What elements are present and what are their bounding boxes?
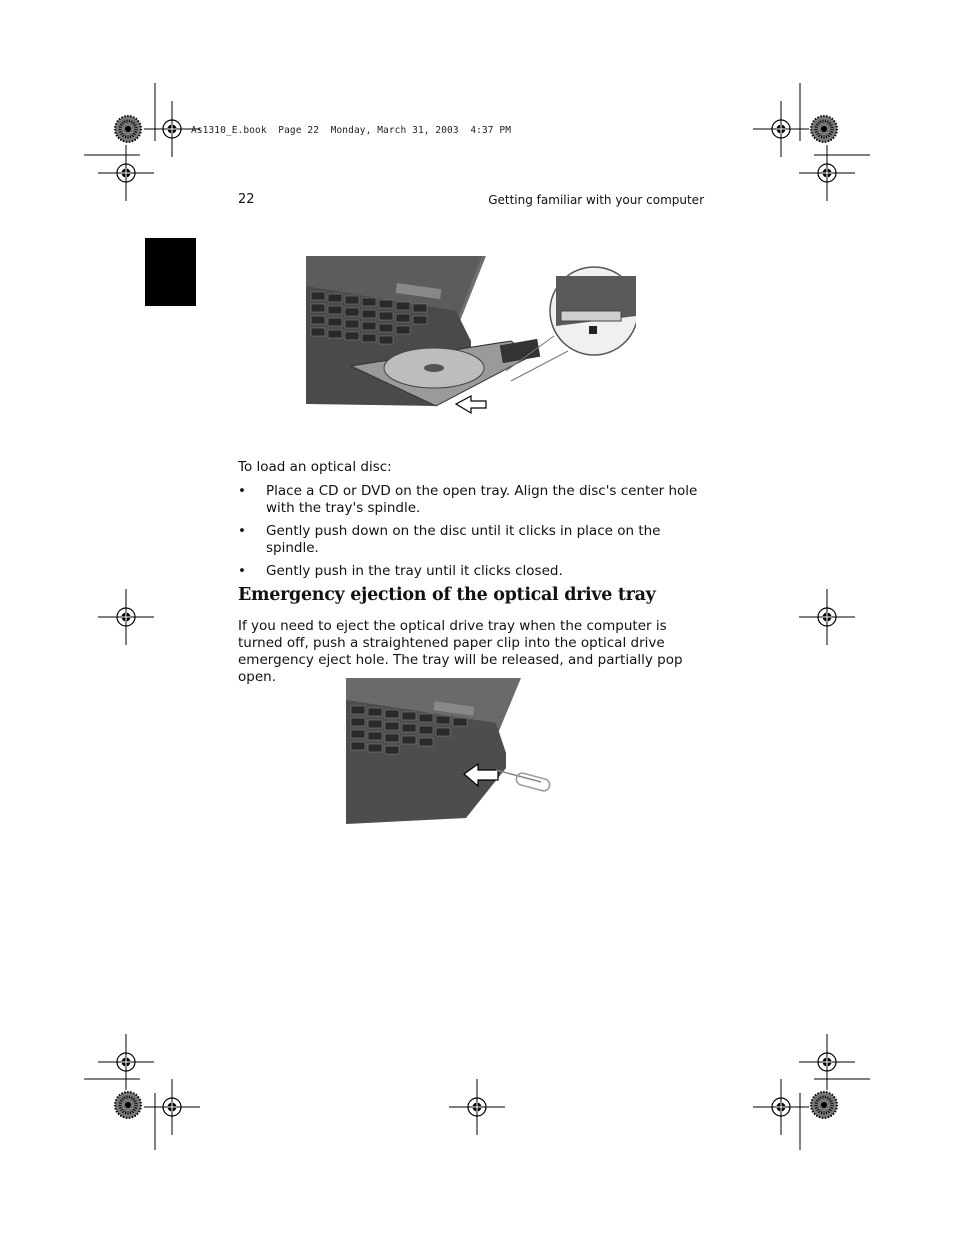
list-item: • Place a CD or DVD on the open tray. Align the disc's center hole with the tray's spindle.: [238, 483, 698, 516]
load-disc-steps: [238, 483, 708, 586]
bullet: •: [238, 563, 246, 579]
registration-crosshair: [449, 1079, 505, 1135]
print-slug: As1310_E.book Page 22 Monday, March 31, 2003 4:37 PM: [191, 125, 512, 136]
registration-crosshair: [98, 145, 154, 201]
emergency-eject-illustration: [346, 678, 556, 824]
registration-star-mark: [811, 116, 837, 142]
running-head: Getting familiar with your computer: [488, 193, 704, 207]
registration-crosshair: [753, 101, 809, 157]
optical-tray-illustration: [306, 256, 636, 416]
registration-crosshair: [799, 1034, 855, 1090]
chapter-tab-block: [145, 238, 196, 306]
registration-crosshair: [799, 145, 855, 201]
load-disc-intro: To load an optical disc:: [238, 459, 392, 475]
registration-crosshair: [98, 589, 154, 645]
page-number: 22: [238, 192, 255, 207]
registration-star-mark: [115, 1092, 141, 1118]
registration-crosshair: [799, 589, 855, 645]
list-item: • Gently push in the tray until it clicks closed.: [238, 563, 563, 579]
bullet: •: [238, 483, 246, 499]
registration-crosshair: [98, 1034, 154, 1090]
registration-crosshair: [753, 1079, 809, 1135]
section-paragraph: If you need to eject the optical drive tray when the computer is turned off, push a straightened paper clip into the optical drive emergency eject hole. The tray will be released, and partially pop open.: [238, 618, 683, 685]
bullet: •: [238, 523, 246, 539]
registration-crosshair: [144, 1079, 200, 1135]
registration-star-mark: [115, 116, 141, 142]
list-item: • Gently push down on the disc until it clicks in place on the spindle.: [238, 523, 661, 556]
section-heading: Emergency ejection of the optical drive tray: [238, 585, 656, 605]
registration-star-mark: [811, 1092, 837, 1118]
